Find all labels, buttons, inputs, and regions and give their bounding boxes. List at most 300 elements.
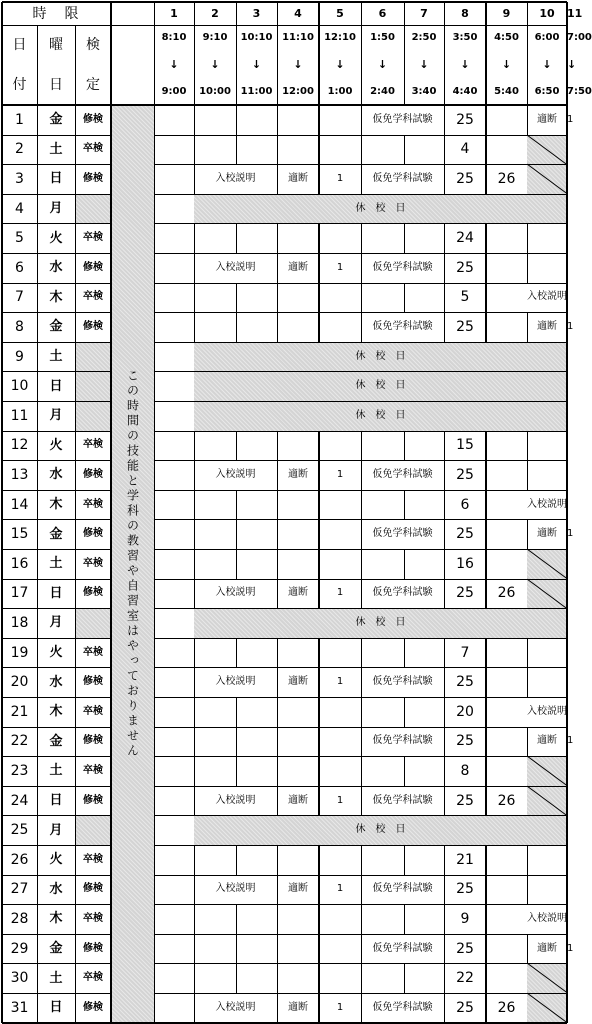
grid-line: [318, 667, 320, 697]
grid-line: [194, 105, 195, 135]
grid-line: [444, 756, 445, 786]
grid-line: [2, 756, 111, 757]
provisional-exam-cell: 仮免学科試験: [372, 587, 433, 599]
grid-line: [2, 371, 111, 372]
grid-line: [2, 963, 111, 964]
grid-line: [154, 342, 155, 372]
arrow-down-icon: ↓: [419, 57, 429, 71]
exam-type-cell: [75, 401, 111, 431]
grid-line: [485, 727, 487, 757]
end-time: 11:00: [240, 85, 273, 97]
grid-line: [2, 845, 111, 846]
grid-line: [2, 460, 111, 461]
grid-line: [154, 312, 155, 342]
unavailable-slot: [527, 549, 567, 579]
exam-type-cell: 修検: [83, 794, 103, 806]
grid-line: [194, 490, 195, 520]
grid-line: [194, 283, 195, 313]
admission-briefing-cell: 入校説明: [527, 705, 567, 717]
grid-line: [2, 1023, 111, 1024]
weekday-cell: 水: [49, 674, 63, 690]
unavailable-slot: [527, 993, 567, 1023]
closed-day-band: 休 校 日: [194, 401, 567, 431]
closed-day-band: 休 校 日: [194, 371, 567, 401]
date-cell: 24: [10, 792, 29, 809]
grid-line: [194, 253, 195, 283]
arrow-down-icon: ↓: [210, 57, 220, 71]
grid-line: [154, 401, 567, 402]
grid-line: [485, 460, 487, 490]
weekday-cell: 日: [49, 171, 63, 187]
grid-line: [318, 993, 320, 1023]
period-8-value: 25: [456, 526, 474, 543]
end-time: 7:50: [567, 85, 592, 97]
start-time: 9:10: [202, 31, 228, 43]
exam-type-cell: 卒検: [83, 291, 103, 303]
aptitude-test-cell: 適断: [537, 735, 557, 747]
grid-line: [404, 697, 405, 727]
provisional-exam-cell: 仮免学科試験: [372, 676, 433, 688]
grid-line: [318, 697, 320, 727]
aptitude-test-cell: 適断: [288, 468, 308, 480]
grid-line: [2, 519, 111, 520]
grid-line: [404, 549, 405, 579]
aptitude-test-cell: 適断: [288, 1001, 308, 1013]
provisional-exam-cell: 仮免学科試験: [372, 320, 433, 332]
grid-line: [277, 667, 278, 697]
grid-line: [194, 549, 195, 579]
aptitude-test-cell: 適断: [288, 172, 308, 184]
grid-line: [236, 223, 237, 253]
grid-line: [404, 2, 405, 105]
grid-line: [194, 667, 195, 697]
grid-line: [485, 431, 487, 461]
period-8-value: 25: [456, 792, 474, 809]
grid-line: [154, 579, 155, 609]
grid-line: [154, 135, 155, 165]
weekday-cell: 月: [49, 408, 63, 424]
grid-line: [318, 135, 320, 165]
grid-line: [444, 431, 445, 461]
grid-line: [277, 105, 278, 135]
grid-line: [154, 638, 155, 668]
grid-line: [361, 963, 362, 993]
grid-line: [2, 342, 111, 343]
date-cell: 18: [10, 614, 29, 631]
grid-line: [236, 845, 237, 875]
weekday-cell: 金: [49, 941, 63, 957]
period-8-value: 25: [456, 259, 474, 276]
grid-line: [236, 135, 237, 165]
exam-type-cell: 卒検: [83, 232, 103, 244]
period-number: 10: [539, 7, 555, 20]
grid-line: [236, 904, 237, 934]
grid-line: [2, 135, 111, 136]
grid-line: [318, 460, 320, 490]
grid-line: [444, 727, 445, 757]
weekday-cell: 月: [49, 615, 63, 631]
grid-line: [361, 312, 362, 342]
grid-line: [444, 2, 445, 105]
start-time: 10:10: [240, 31, 273, 43]
grid-line: [194, 904, 195, 934]
period-8-value: 8: [460, 762, 470, 779]
grid-line: [2, 401, 111, 402]
arrow-down-icon: ↓: [335, 57, 345, 71]
grid-line: [485, 756, 487, 786]
grid-line: [194, 638, 195, 668]
exam-type-cell: 卒検: [83, 143, 103, 155]
header-hizuke-2: 付: [12, 77, 27, 93]
grid-line: [361, 460, 362, 490]
grid-line: [318, 253, 320, 283]
period-8-value: 20: [456, 703, 474, 720]
aptitude-count-cell: 1: [336, 261, 344, 273]
grid-line: [361, 2, 362, 105]
grid-line: [2, 904, 111, 905]
grid-line: [527, 312, 528, 342]
grid-line: [361, 431, 362, 461]
grid-line: [318, 164, 320, 194]
grid-line: [444, 934, 445, 964]
grid-line: [236, 2, 237, 105]
grid-line: [75, 25, 76, 1023]
grid-line: [110, 2, 112, 1023]
arrow-down-icon: ↓: [251, 57, 262, 71]
grid-line: [236, 519, 237, 549]
period-number: 5: [336, 7, 344, 20]
grid-line: [444, 312, 445, 342]
grid-line: [444, 579, 445, 609]
date-cell: 7: [15, 289, 24, 306]
grid-line: [2, 875, 111, 876]
grid-line: [2, 312, 111, 313]
grid-line: [444, 638, 445, 668]
aptitude-count-cell: 1: [336, 794, 344, 806]
period-8-value: 7: [460, 644, 470, 661]
grid-line: [2, 638, 111, 639]
exam-type-cell: 卒検: [83, 764, 103, 776]
unavailable-slot: [527, 135, 567, 165]
grid-line: [485, 963, 487, 993]
grid-line: [485, 253, 487, 283]
grid-line: [277, 993, 278, 1023]
grid-line: [404, 904, 405, 934]
exam-type-cell: 修検: [83, 587, 103, 599]
arrow-down-icon: ↓: [501, 57, 512, 71]
arrow-down-icon: ↓: [567, 57, 577, 71]
aptitude-test-cell: 適断: [288, 587, 308, 599]
grid-line: [2, 223, 111, 224]
grid-line: [154, 105, 155, 135]
date-cell: 1: [15, 111, 24, 128]
grid-line: [154, 815, 567, 816]
grid-line: [485, 283, 487, 313]
grid-line: [236, 963, 237, 993]
grid-line: [277, 253, 278, 283]
grid-line: [361, 786, 362, 816]
date-cell: 5: [15, 230, 24, 247]
grid-line: [277, 579, 278, 609]
admission-briefing-cell: 入校説明: [215, 1001, 256, 1013]
grid-line: [194, 312, 195, 342]
grid-line: [277, 904, 278, 934]
date-cell: 26: [10, 851, 29, 868]
end-time: 6:50: [534, 85, 560, 97]
unavailable-slot: [527, 756, 567, 786]
grid-line: [485, 904, 487, 934]
grid-line: [318, 549, 320, 579]
grid-line: [154, 194, 567, 195]
period-8-value: 25: [456, 999, 474, 1016]
grid-line: [277, 549, 278, 579]
grid-line: [154, 904, 155, 934]
grid-line: [277, 638, 278, 668]
exam-type-cell: 修検: [83, 320, 103, 332]
exam-type-cell: 修検: [83, 528, 103, 540]
date-cell: 14: [10, 496, 29, 513]
grid-line: [318, 875, 320, 905]
date-cell: 11: [10, 407, 29, 424]
grid-line: [236, 638, 237, 668]
closed-day-band: 休 校 日: [194, 194, 567, 224]
end-time: 3:40: [411, 85, 437, 97]
grid-line: [444, 490, 445, 520]
exam-type-cell: 修検: [83, 172, 103, 184]
grid-line: [527, 638, 528, 668]
grid-line: [277, 875, 278, 905]
period-8-value: 25: [456, 466, 474, 483]
grid-line: [2, 283, 111, 284]
grid-line: [318, 223, 320, 253]
weekday-cell: 火: [49, 437, 63, 453]
date-cell: 30: [10, 970, 29, 987]
grid-line: [361, 875, 362, 905]
grid-line: [444, 993, 445, 1023]
grid-line: [2, 194, 111, 195]
aptitude-test-cell: 適断: [537, 942, 557, 954]
grid-line: [277, 223, 278, 253]
weekday-cell: 木: [49, 911, 63, 927]
weekday-cell: 金: [49, 526, 63, 542]
weekday-cell: 木: [49, 497, 63, 513]
exam-type-cell: [75, 342, 111, 372]
grid-line: [404, 135, 405, 165]
aptitude-count-cell: 1: [336, 172, 344, 184]
arrow-down-icon: ↓: [293, 57, 303, 71]
grid-line: [154, 164, 155, 194]
weekday-cell: 水: [49, 467, 63, 483]
grid-line: [485, 2, 487, 105]
grid-line: [404, 963, 405, 993]
date-cell: 12: [10, 437, 29, 454]
grid-line: [485, 579, 487, 609]
grid-line: [361, 697, 362, 727]
grid-line: [194, 934, 195, 964]
header-youbi-1: 曜: [49, 37, 63, 53]
start-time: 6:00: [534, 31, 560, 43]
date-cell: 6: [15, 259, 24, 276]
weekday-cell: 水: [49, 881, 63, 897]
weekday-cell: 月: [49, 201, 63, 217]
grid-line: [277, 490, 278, 520]
aptitude-test-cell: 適断: [288, 676, 308, 688]
provisional-exam-cell: 仮免学科試験: [372, 1001, 433, 1013]
grid-line: [2, 490, 111, 491]
admission-briefing-cell: 入校説明: [527, 912, 567, 924]
grid-line: [444, 283, 445, 313]
end-time: 5:40: [494, 85, 519, 97]
period-8-value: 25: [456, 940, 474, 957]
admission-briefing-cell: 入校説明: [215, 468, 256, 480]
aptitude-count-cell: 1: [336, 883, 344, 895]
period-9-value: 26: [497, 792, 516, 809]
end-time: 9:00: [161, 85, 187, 97]
arrow-down-icon: ↓: [460, 57, 470, 71]
aptitude-count-cell: 1: [336, 468, 344, 480]
exam-type-cell: 修検: [83, 261, 103, 273]
end-time: 1:00: [327, 85, 353, 97]
exam-type-cell: 卒検: [83, 439, 103, 451]
grid-line: [154, 549, 155, 579]
grid-line: [194, 786, 195, 816]
grid-line: [2, 253, 111, 254]
grid-line: [485, 490, 487, 520]
provisional-exam-cell: 仮免学科試験: [372, 468, 433, 480]
grid-line: [236, 312, 237, 342]
grid-line: [2, 431, 111, 432]
grid-line: [154, 875, 155, 905]
exam-type-cell: 卒検: [83, 557, 103, 569]
grid-line: [485, 697, 487, 727]
grid-line: [361, 283, 362, 313]
provisional-exam-cell: 仮免学科試験: [372, 172, 433, 184]
grid-line: [2, 25, 111, 26]
grid-line: [194, 164, 195, 194]
period-8-value: 25: [456, 170, 474, 187]
unavailable-slot: [527, 164, 567, 194]
grid-line: [527, 253, 528, 283]
grid-line: [361, 756, 362, 786]
start-time: 11:10: [282, 31, 314, 43]
grid-line: [277, 963, 278, 993]
exam-type-cell: [75, 194, 111, 224]
period-8-value: 25: [456, 674, 474, 691]
grid-line: [194, 223, 195, 253]
start-time: 1:50: [370, 31, 395, 43]
grid-line: [485, 549, 487, 579]
period-9-value: 26: [497, 585, 516, 602]
aptitude-test-cell: 適断: [537, 113, 557, 125]
grid-line: [361, 845, 362, 875]
grid-line: [485, 875, 487, 905]
grid-line: [2, 727, 111, 728]
grid-line: [527, 431, 528, 461]
provisional-exam-cell: 仮免学科試験: [372, 735, 433, 747]
grid-line: [277, 786, 278, 816]
end-time: 10:00: [199, 85, 231, 97]
grid-line: [154, 253, 155, 283]
exam-type-cell: 卒検: [83, 912, 103, 924]
grid-line: [318, 312, 320, 342]
grid-line: [2, 579, 111, 580]
exam-type-cell: 卒検: [83, 972, 103, 984]
grid-line: [236, 727, 237, 757]
weekday-cell: 火: [49, 852, 63, 868]
grid-line: [236, 697, 237, 727]
grid-line: [2, 786, 111, 787]
exam-type-cell: [75, 371, 111, 401]
grid-line: [154, 283, 155, 313]
grid-line: [566, 2, 568, 1023]
grid-line: [154, 786, 155, 816]
date-cell: 10: [10, 378, 29, 395]
weekday-cell: 木: [49, 704, 63, 720]
grid-line: [2, 993, 111, 994]
grid-line: [194, 963, 195, 993]
exam-type-cell: 卒検: [83, 498, 103, 510]
aptitude-count-cell: 1: [336, 676, 344, 688]
grid-line: [277, 431, 278, 461]
grid-line: [485, 786, 487, 816]
date-cell: 15: [10, 526, 29, 543]
closed-day-band: 休 校 日: [194, 608, 567, 638]
grid-line: [318, 283, 320, 313]
period-number: 6: [378, 7, 387, 20]
grid-line: [404, 638, 405, 668]
grid-line: [37, 25, 38, 1023]
grid-line: [444, 875, 445, 905]
end-time: 2:40: [370, 85, 395, 97]
period-9-value: 26: [497, 170, 516, 187]
provisional-exam-cell: 仮免学科試験: [372, 528, 433, 540]
grid-line: [527, 845, 528, 875]
period-8-value: 25: [456, 318, 474, 335]
grid-line: [277, 312, 278, 342]
grid-line: [361, 223, 362, 253]
grid-line: [194, 579, 195, 609]
grid-line: [194, 460, 195, 490]
weekday-cell: 土: [49, 556, 63, 572]
aptitude-count-cell: 1: [567, 942, 574, 954]
grid-line: [404, 223, 405, 253]
exam-type-cell: [75, 815, 111, 845]
grid-line: [361, 105, 362, 135]
period-number: 9: [502, 7, 511, 20]
aptitude-count-cell: 1: [336, 1001, 344, 1013]
grid-line: [154, 667, 155, 697]
weekday-cell: 金: [49, 733, 63, 749]
weekday-cell: 土: [49, 141, 63, 157]
grid-line: [444, 786, 445, 816]
exam-type-cell: 卒検: [83, 705, 103, 717]
admission-briefing-cell: 入校説明: [215, 172, 256, 184]
period-number: 4: [294, 7, 302, 20]
grid-line: [444, 460, 445, 490]
date-cell: 4: [15, 200, 24, 217]
grid-line: [2, 815, 111, 816]
date-cell: 21: [10, 703, 29, 720]
grid-line: [2, 608, 111, 609]
start-time: 3:50: [452, 31, 478, 43]
grid-line: [194, 993, 195, 1023]
grid-line: [277, 934, 278, 964]
date-cell: 22: [10, 733, 29, 750]
grid-line: [444, 549, 445, 579]
admission-briefing-cell: 入校説明: [215, 587, 256, 599]
aptitude-count-cell: 1: [567, 528, 574, 540]
grid-line: [318, 490, 320, 520]
